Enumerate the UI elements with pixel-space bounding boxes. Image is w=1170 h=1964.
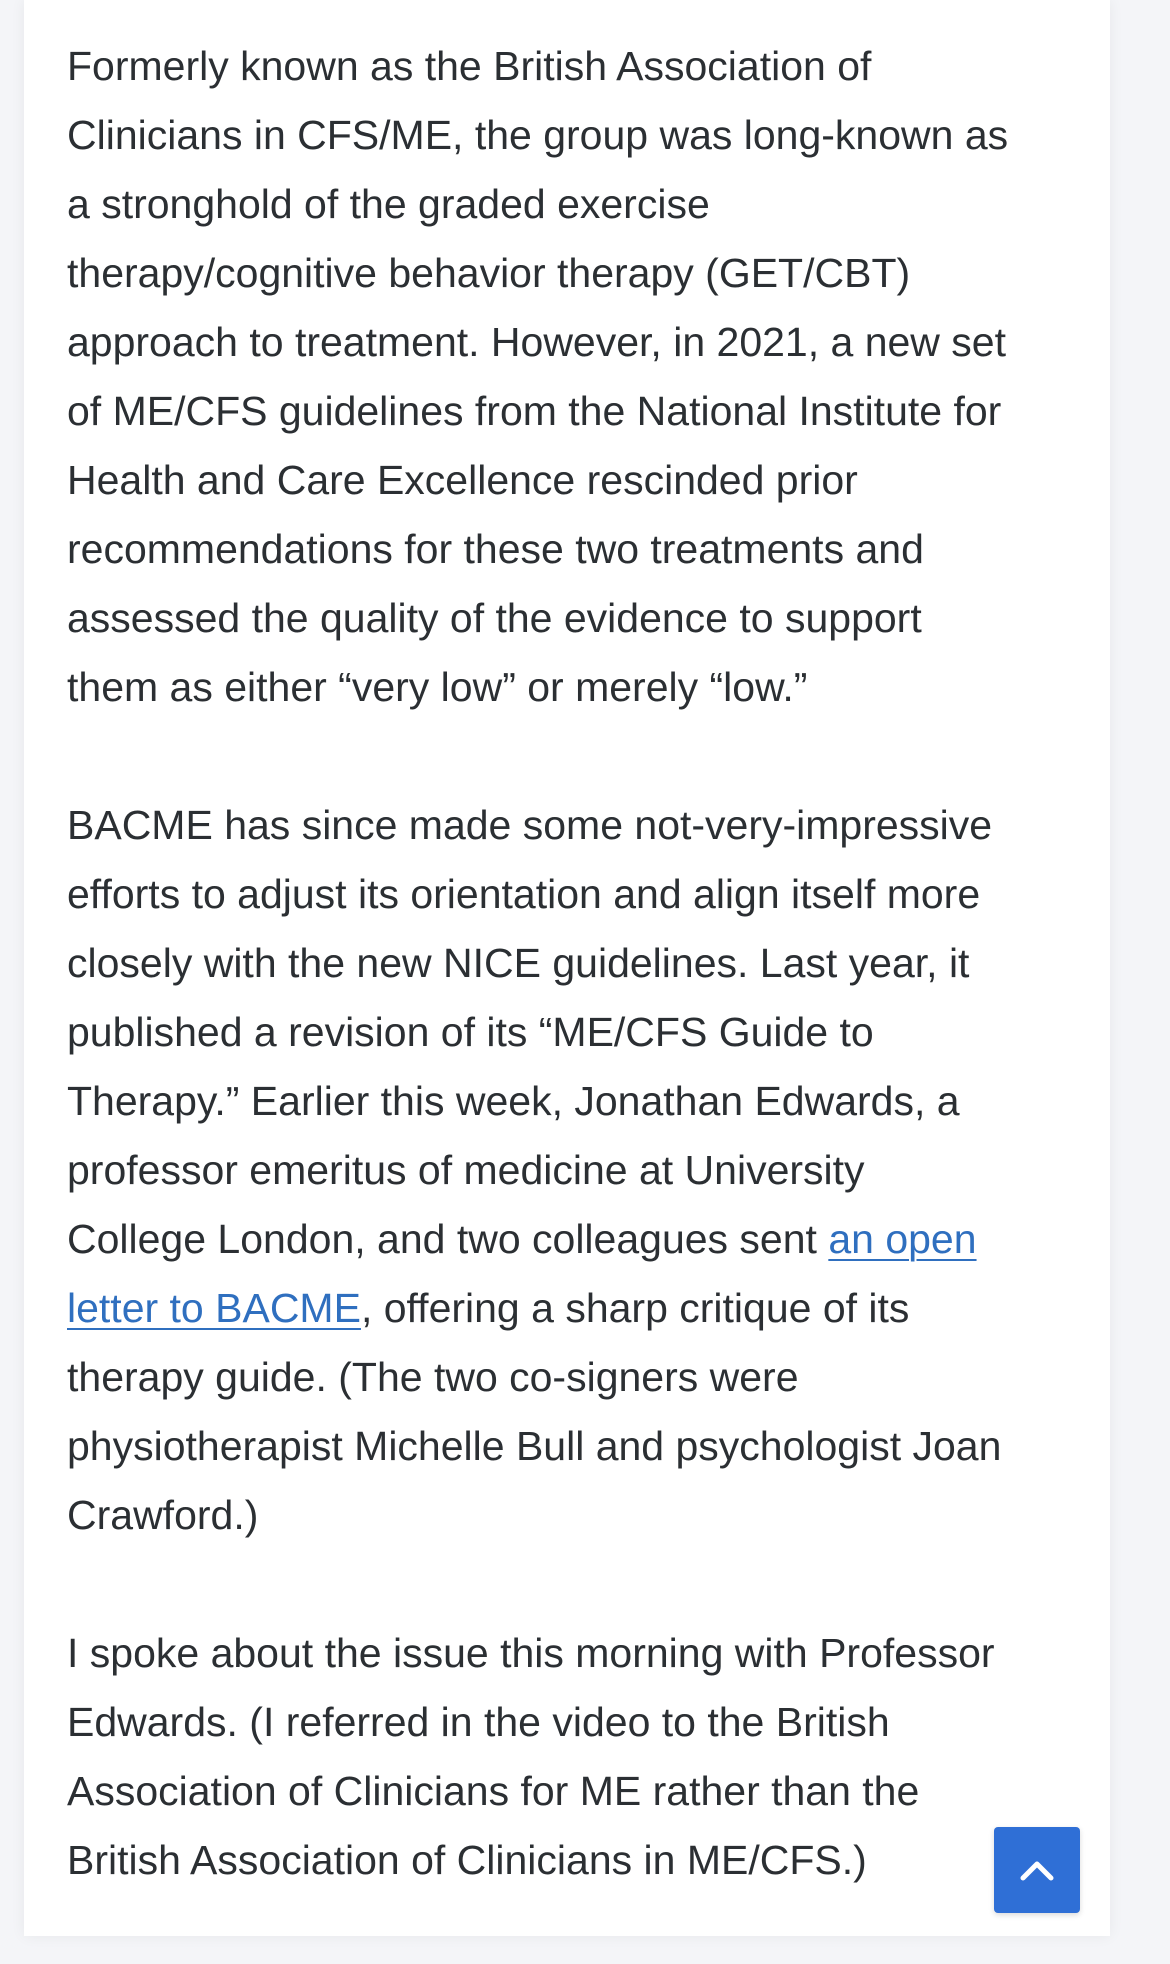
scroll-to-top-button[interactable] [994,1827,1080,1913]
paragraph-3: I spoke about the issue this morning with Professor Edwards. (I referred in the video to the British Association of Clinicians for ME rather than the British Association of Clinicians in ME/CFS.) [67,1630,995,1883]
open-letter-link[interactable]: an open letter to BACME [67,1216,977,1331]
paragraph-2-text-before-link: BACME has since made some not-very-impressive efforts to adjust its orientation and align itself more closely with the new NICE guidelines. Last year, it published a revision of its “ME/CFS Guide to Therapy.” Earlier this week, Jonathan Edwards, a professor emeritus of medicine at University College London, and two colleagues sent [67,802,993,1262]
paragraph-2-text-after-link: , offering a sharp critique of its therapy guide. (The two co-signers were physiotherapist Michelle Bull and psychologist Joan Crawford.) [67,1285,1002,1538]
paragraph-2 [67,791,1117,1550]
paragraph-1: Formerly known as the British Association of Clinicians in CFS/ME, the group was long-known as a stronghold of the graded exercise therapy/cognitive behavior therapy (GET/CBT) approach to treatment. However, in 2021, a new set of ME/CFS guidelines from the National Institute for Health and Care Excellence rescinded prior recommendations for these two treatments and assessed the quality of the evidence to support them as either “very low” or merely “low.” [67,43,1009,710]
chevron-up-icon [1015,1848,1059,1892]
article-body [67,32,1117,1964]
